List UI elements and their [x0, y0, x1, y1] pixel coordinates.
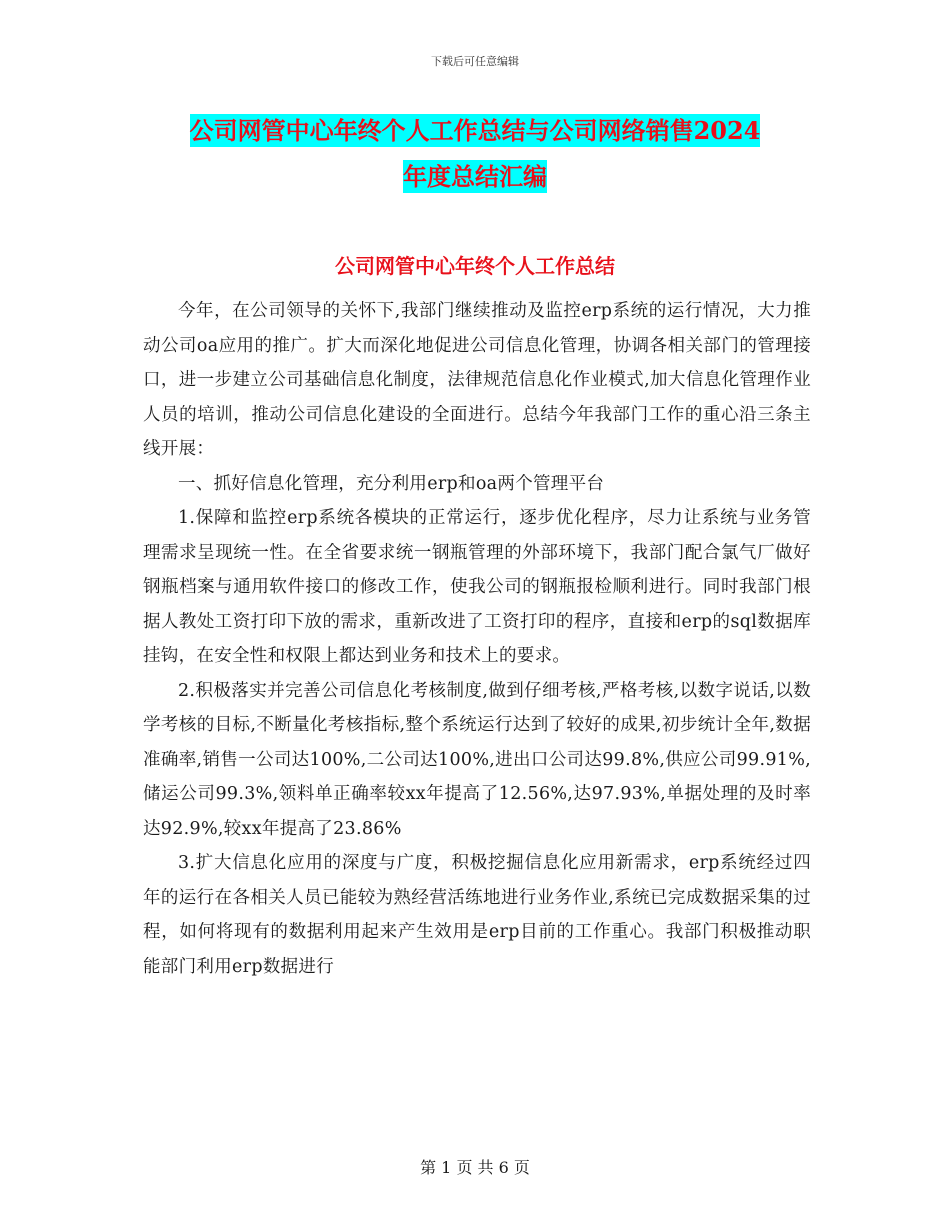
- paragraph-item-3: 3.扩大信息化应用的深度与广度，积极挖掘信息化应用新需求，erp系统经过四年的运行在各相关人员已能较为熟经营活练地进行业务作业,系统已完成数据采集的过程，如何将现有的数据利用起来产生效用是erp目前的工作重心。我部门积极推动职能部门利用erp数据进行: [143, 853, 811, 977]
- header-note: 下载后可任意编辑: [431, 55, 519, 68]
- paragraph-item-2: 2.积极落实并完善公司信息化考核制度,做到仔细考核,严格考核,以数字说话,以数学考核的目标,不断量化考核指标,整个系统运行达到了较好的成果,初步统计全年,数据准确率,销售一公司达100%,二公司达100%,进出口公司达99.8%,供应公司99.91%,储运公司99.3%,领料单正确率较xx年提高了12.56%,达97.93%,单据处理的及时率达92.9%,较xx年提高了23.86%: [143, 680, 811, 839]
- paragraph-intro: 今年，在公司领导的关怀下,我部门继续推动及监控erp系统的运行情况，大力推动公司oa应用的推广。扩大而深化地促进公司信息化管理，协调各相关部门的管理接口，进一步建立公司基础信息化制度，法律规范信息化作业模式,加大信息化管理作业人员的培训，推动公司信息化建设的全面进行。总结今年我部门工作的重心沿三条主线开展：: [143, 301, 811, 459]
- paragraph-heading-1: 一、抓好信息化管理，充分利用erp和oa两个管理平台: [178, 473, 605, 494]
- title-line-2: 年度总结汇编: [403, 162, 547, 191]
- document-title: [0, 108, 950, 200]
- paragraph-item-1: 1.保障和监控erp系统各模块的正常运行，逐步优化程序，尽力让系统与业务管理需求呈现统一性。在全省要求统一钢瓶管理的外部环境下，我部门配合氯气厂做好钢瓶档案与通用软件接口的修改工作，使我公司的钢瓶报检顺利进行。同时我部门根据人教处工资打印下放的需求，重新改进了工资打印的程序，直接和erp的sql数据库挂钩，在安全性和权限上都达到业务和技术上的要求。: [143, 508, 811, 666]
- page-footer: 第 1 页 共 6 页: [420, 1158, 530, 1177]
- title-line-1: 公司网管中心年终个人工作总结与公司网络销售2024: [189, 116, 761, 145]
- section-title: 公司网管中心年终个人工作总结: [335, 254, 615, 278]
- body-text: [143, 294, 811, 984]
